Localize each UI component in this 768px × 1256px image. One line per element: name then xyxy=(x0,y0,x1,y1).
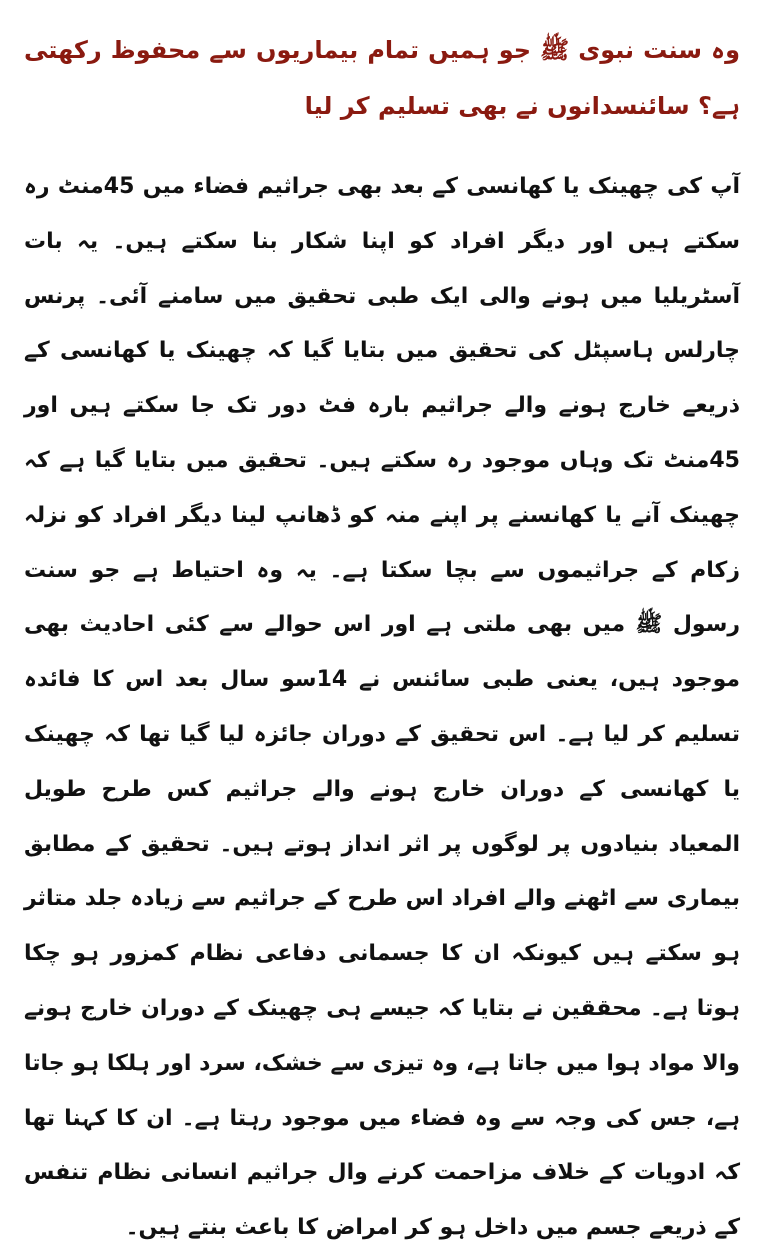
article-body: آپ کی چھینک یا کھانسی کے بعد بھی جراثیم فضاء میں 45منٹ رہ سکتے ہیں اور دیگر افراد کو اپنا شکار بنا سکتے ہیں۔ یہ بات آسٹریلیا میں ہونے والی ایک طبی تحقیق میں سامنے آئی۔ پرنس چارلس ہاسپٹل کی تحقیق میں بتایا گیا کہ چھینک یا کھانسی کے ذریعے خارج ہونے والے جراثیم بارہ فٹ دور تک جا سکتے ہیں اور 45منٹ تک وہاں موجود رہ سکتے ہیں۔ تحقیق میں بتایا گیا ہے کہ چھینک آنے یا کھانسنے پر اپنے منہ کو ڈھانپ لینا دیگر افراد کو نزلہ زکام کے جراثیموں سے بچا سکتا ہے۔ یہ وہ احتیاط ہے جو سنت رسول ﷺ میں بھی ملتی ہے اور اس حوالے سے کئی احادیث بھی موجود ہیں، یعنی طبی سائنس نے 14سو سال بعد اس کا فائدہ تسلیم کر لیا ہے۔ اس تحقیق کے دوران جائزہ لیا گیا تھا کہ چھینک یا کھانسی کے دوران خارج ہونے والے جراثیم کس طرح طویل المعیاد بنیادوں پر لوگوں پر اثر انداز ہوتے ہیں۔ تحقیق کے مطابق بیماری سے اٹھنے والے افراد اس طرح کے جراثیم سے زیادہ جلد متاثر ہو سکتے ہیں کیونکہ ان کا جسمانی دفاعی نظام کمزور ہو چکا ہوتا ہے۔ محققین نے بتایا کہ جیسے ہی چھینک کے دوران خارج ہونے والا مواد ہوا میں جاتا ہے، وہ تیزی سے خشک، سرد اور ہلکا ہو جاتا ہے، جس کی وجہ سے وہ فضاء میں موجود رہتا ہے۔ ان کا کہنا تھا کہ ادویات کے خلاف مزاحمت کرنے وال جراثیم انسانی نظام تنفس کے ذریعے جسم میں داخل ہو کر امراض کا باعث بنتے ہیں۔ xyxy=(24,174,740,1241)
article-title: وہ سنت نبوی ﷺ جو ہمیں تمام بیماریوں سے محفوظ رکھتی ہے؟ سائنسدانوں نے بھی تسلیم کر لیا xyxy=(24,36,740,120)
